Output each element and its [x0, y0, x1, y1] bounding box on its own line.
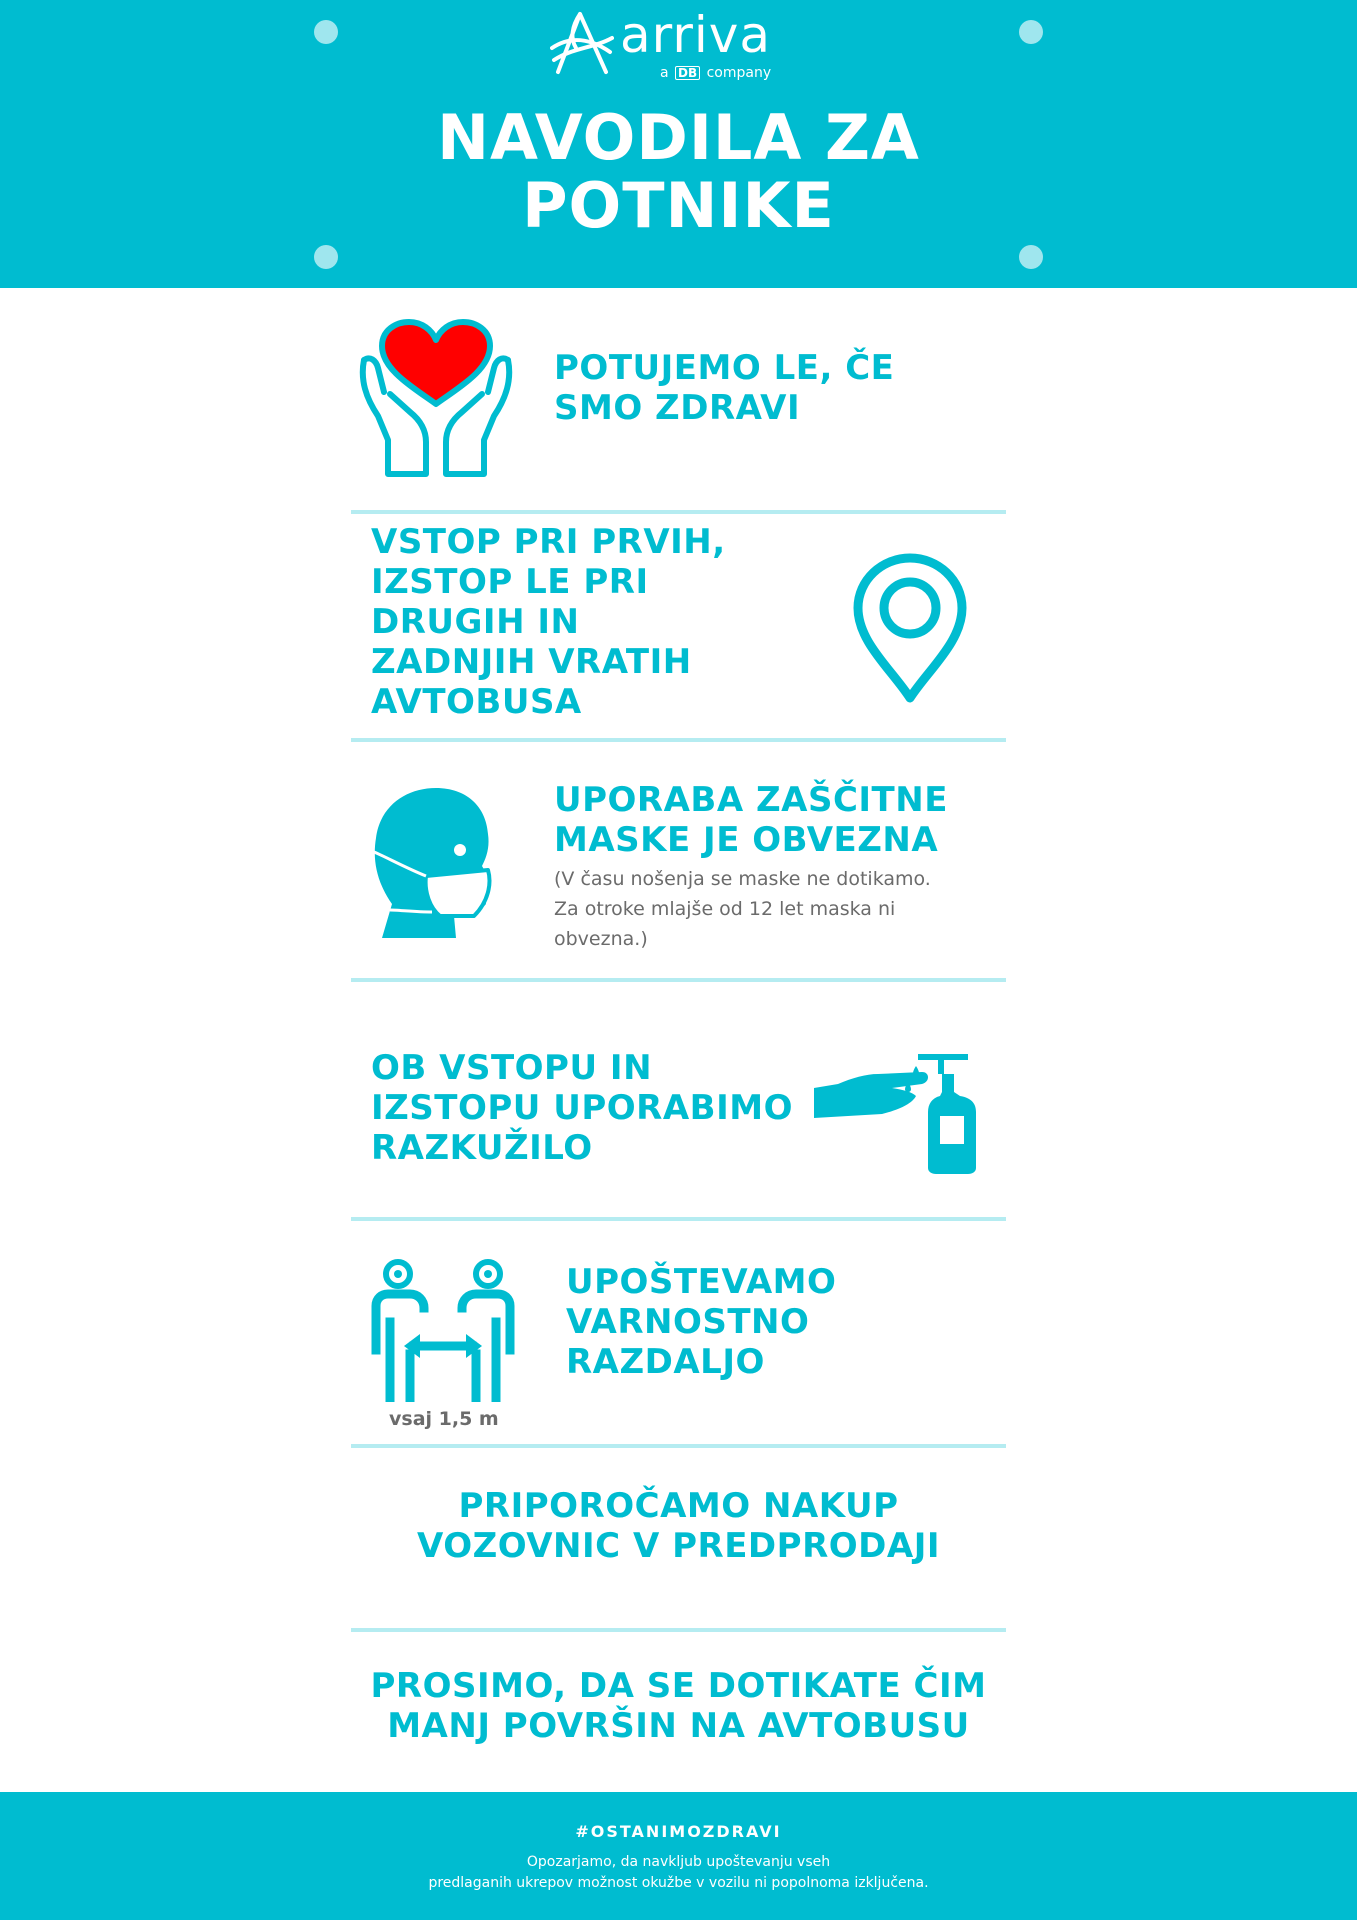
mask-heading	[554, 780, 948, 860]
section-divider	[351, 1444, 1006, 1448]
surfaces-heading	[331, 1666, 1026, 1746]
mask-note-line3: obvezna.)	[554, 928, 648, 950]
decor-dot	[314, 20, 338, 44]
section-divider	[351, 978, 1006, 982]
hand-sanitizer-icon	[812, 1052, 978, 1174]
decor-dot	[314, 245, 338, 269]
sanitizer-heading	[371, 1048, 793, 1168]
logo-sub-company: company	[706, 65, 772, 81]
sanitizer-line1: OB VSTOPU IN	[371, 1048, 653, 1088]
logo-subline	[660, 66, 771, 80]
arriva-logo	[550, 6, 782, 84]
page-title	[0, 101, 1357, 242]
footer-hashtag: #OSTANIMOZDRAVI	[575, 1822, 782, 1841]
healthy-line2: SMO ZDRAVI	[554, 388, 801, 428]
doors-line5: AVTOBUSA	[371, 682, 582, 722]
distance-caption: vsaj 1,5 m	[389, 1408, 499, 1430]
distance-line2: VARNOSTNO	[566, 1302, 810, 1342]
location-pin-icon	[852, 552, 968, 704]
surfaces-line1: PROSIMO, DA SE DOTIKATE ČIM	[370, 1666, 987, 1706]
footer-banner	[0, 1792, 1357, 1920]
footer-disclaimer	[0, 1852, 1357, 1894]
decor-dot	[1019, 20, 1043, 44]
mask-line1: UPORABA ZAŠČITNE	[554, 780, 948, 820]
doors-line1: VSTOP PRI PRVIH,	[371, 522, 726, 562]
doors-heading	[371, 522, 726, 722]
surfaces-line2: MANJ POVRŠIN NA AVTOBUSU	[387, 1706, 970, 1746]
tickets-heading	[351, 1486, 1006, 1566]
mask-line2: MASKE JE OBVEZNA	[554, 820, 939, 860]
section-divider	[351, 1628, 1006, 1632]
section-divider	[351, 738, 1006, 742]
footer-disclaimer-line1: Opozarjamo, da navkljub upoštevanju vseh	[526, 1854, 831, 1870]
mask-note-line2: Za otroke mlajše od 12 let maska ni	[554, 898, 896, 920]
mask-note-line1: (V času nošenja se maske ne dotikamo.	[554, 868, 931, 890]
distance-line1: UPOŠTEVAMO	[566, 1262, 837, 1302]
tickets-line1: PRIPOROČAMO NAKUP	[458, 1486, 899, 1526]
distance-line3: RAZDALJO	[566, 1342, 765, 1382]
tickets-line2: VOZOVNIC V PREDPRODAJI	[416, 1526, 940, 1566]
doors-line3: DRUGIH IN	[371, 602, 580, 642]
page-title-line2: POTNIKE	[522, 169, 835, 242]
mask-note	[554, 864, 931, 954]
footer-disclaimer-line2: predlaganih ukrepov možnost okužbe v vozilu ni popolnoma izključena.	[428, 1875, 929, 1891]
logo-wordmark: arriva	[620, 6, 771, 64]
sanitizer-line2: IZSTOPU UPORABIMO	[371, 1088, 793, 1128]
doors-line4: ZADNJIH VRATIH	[371, 642, 692, 682]
sanitizer-line3: RAZKUŽILO	[371, 1128, 593, 1168]
arriva-logo-icon	[550, 8, 614, 78]
social-distance-icon	[370, 1258, 516, 1402]
page-title-line1: NAVODILA ZA	[437, 101, 920, 174]
healthy-heading	[554, 348, 894, 428]
section-divider	[351, 1217, 1006, 1221]
doors-line2: IZSTOP LE PRI	[371, 562, 649, 602]
logo-sub-db: DB	[675, 66, 700, 80]
logo-sub-a: a	[660, 65, 669, 81]
decor-dot	[1019, 245, 1043, 269]
header-banner	[0, 0, 1357, 288]
section-divider	[351, 510, 1006, 514]
heart-hands-icon	[354, 316, 518, 480]
healthy-line1: POTUJEMO LE, ČE	[554, 348, 895, 388]
distance-heading	[566, 1262, 836, 1382]
face-mask-icon	[370, 784, 504, 938]
